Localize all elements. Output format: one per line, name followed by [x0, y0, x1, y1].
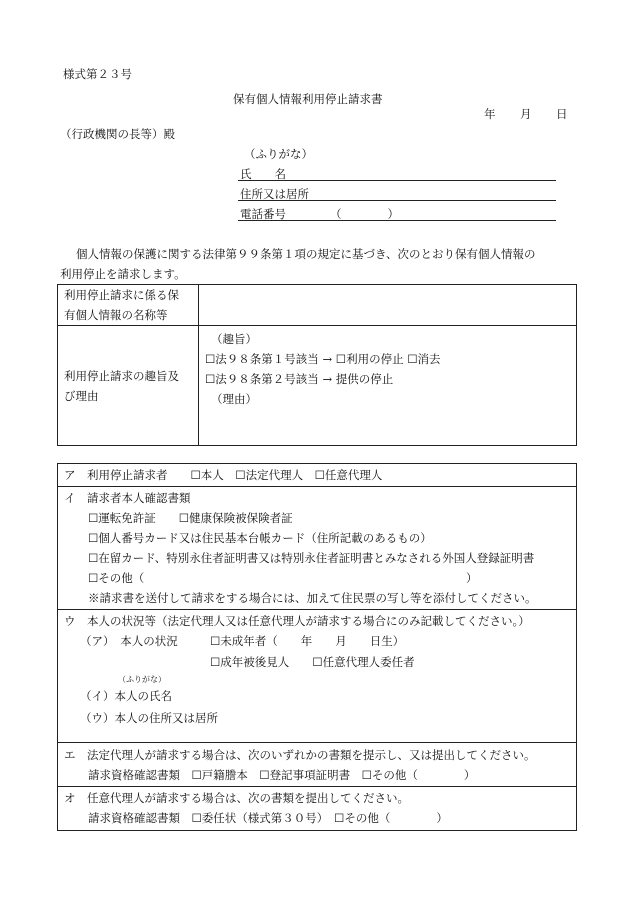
- requester-details-box: [57, 463, 577, 831]
- applicant-phone-label: 電話番号: [240, 207, 286, 221]
- document-title: 保有個人情報利用停止請求書: [233, 92, 383, 106]
- purpose-heading: （趣旨）: [211, 332, 257, 346]
- purpose-option-2[interactable]: ☐法９８条第２号該当 → 提供の停止: [205, 372, 394, 386]
- target-info-label-line1: 利用停止請求に係る保: [64, 288, 179, 302]
- id-docs-note: ※請求書を送付して請求をする場合には、加えて住民票の写し等を添付してください。: [88, 591, 537, 605]
- target-info-input-cell[interactable]: [199, 285, 577, 326]
- request-table: [57, 284, 577, 446]
- applicant-name-line[interactable]: [238, 180, 556, 181]
- applicant-name-label: 氏 名: [240, 167, 286, 181]
- form-number: 様式第２３号: [63, 67, 132, 81]
- purpose-label-line2: び理由: [64, 388, 99, 403]
- principal-furigana: （ふりがな）: [118, 675, 166, 684]
- id-docs-heading: イ 請求者本人確認書類: [64, 491, 191, 505]
- applicant-furigana: （ふりがな）: [244, 147, 313, 161]
- date-month: 月: [520, 107, 532, 121]
- purpose-option-1[interactable]: ☐法９８条第１号該当 → ☐利用の停止 ☐消去: [205, 352, 441, 366]
- divider: [58, 609, 576, 610]
- date-year: 年: [484, 107, 496, 121]
- addressee: （行政機関の長等）殿: [60, 127, 175, 141]
- principal-status-option-ward[interactable]: ☐成年被後見人 ☐任意代理人委任者: [210, 655, 415, 669]
- divider: [58, 486, 576, 487]
- principal-status-label: （ア） 本人の状況: [80, 634, 178, 648]
- requester-type-row[interactable]: ア 利用停止請求者 ☐本人 ☐法定代理人 ☐任意代理人: [64, 468, 383, 482]
- id-docs-option-2[interactable]: ☐個人番号カード又は住民基本台帳カード（住所記載のあるもの）: [88, 531, 432, 545]
- applicant-address-label: 住所又は居所: [240, 187, 309, 201]
- divider: [58, 786, 576, 787]
- legal-rep-docs-options[interactable]: 請求資格確認書類 ☐戸籍謄本 ☐登記事項証明書 ☐その他（ ）: [88, 768, 476, 782]
- target-info-label-line2: 有個人情報の名称等: [64, 308, 168, 322]
- agent-docs-options[interactable]: 請求資格確認書類 ☐委任状（様式第３０号） ☐その他（ ）: [88, 811, 448, 825]
- applicant-phone-line[interactable]: [238, 220, 556, 221]
- agent-docs-heading: オ 任意代理人が請求する場合は、次の書類を提出してください。: [64, 791, 409, 805]
- legal-rep-docs-heading: エ 法定代理人が請求する場合は、次のいずれかの書類を提示し、又は提出してください。: [64, 748, 536, 762]
- principal-status-heading: ウ 本人の状況等（法定代理人又は任意代理人が請求する場合にのみ記載してください。）: [64, 614, 530, 628]
- purpose-label-line1: 利用停止請求の趣旨及: [64, 368, 179, 383]
- id-docs-option-1[interactable]: ☐運転免許証 ☐健康保険被保険者証: [88, 511, 293, 525]
- intro-line-1: 個人情報の保護に関する法律第９９条第１項の規定に基づき、次のとおり保有個人情報の: [76, 247, 536, 261]
- applicant-phone-paren: （ ）: [330, 207, 399, 221]
- reason-heading: （理由）: [211, 392, 257, 406]
- applicant-address-line[interactable]: [238, 200, 556, 201]
- date-day: 日: [556, 107, 568, 121]
- purpose-input-cell[interactable]: [199, 326, 577, 446]
- id-docs-option-other[interactable]: ☐その他（: [88, 571, 145, 585]
- principal-status-option-minor[interactable]: ☐未成年者（ 年 月 日生）: [210, 634, 405, 648]
- id-docs-option-other-close: ）: [466, 571, 478, 585]
- target-info-label-cell: [58, 285, 199, 326]
- purpose-label-cell: [58, 326, 199, 446]
- principal-name-label: （イ）本人の氏名: [80, 689, 172, 703]
- intro-line-2: 利用停止を請求します。: [60, 267, 186, 281]
- id-docs-option-3[interactable]: ☐在留カード、特別永住者証明書又は特別永住者証明書とみなされる外国人登録証明書: [88, 551, 535, 565]
- divider: [58, 742, 576, 743]
- principal-address-label: （ウ）本人の住所又は居所: [80, 711, 218, 725]
